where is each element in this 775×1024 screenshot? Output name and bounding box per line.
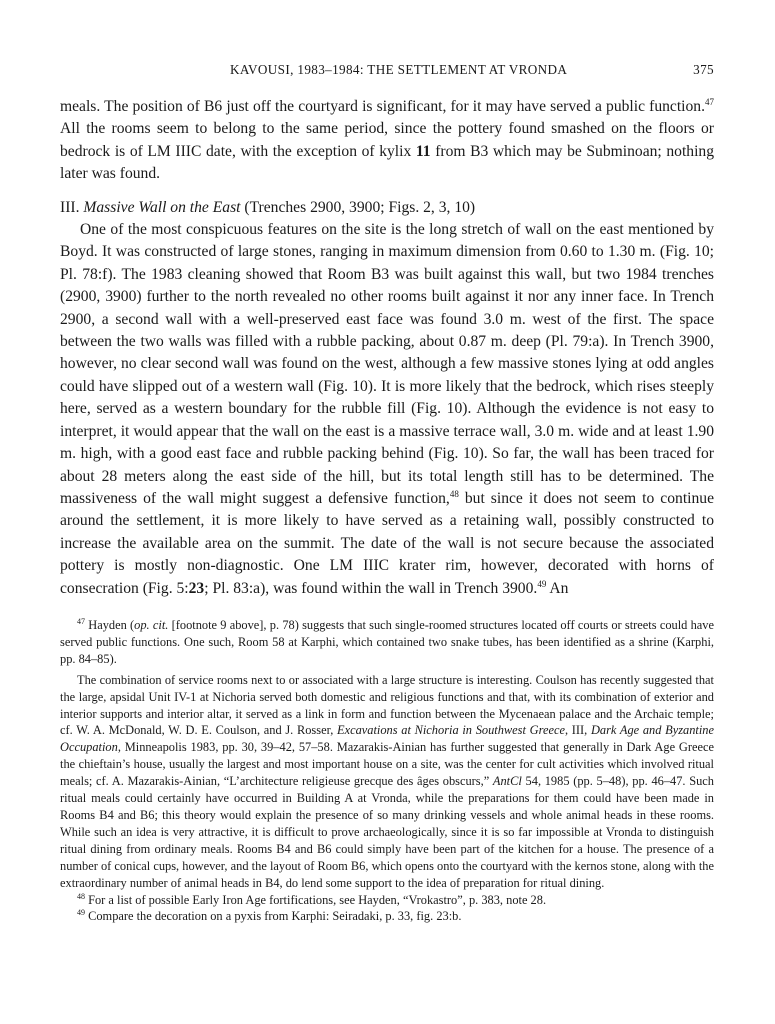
section-refs: (Trenches 2900, 3900; Figs. 2, 3, 10) bbox=[240, 198, 476, 216]
text-run: meals. The position of B6 just off the courtyard is significant, for it may have served a public function. bbox=[60, 98, 705, 115]
main-text bbox=[60, 96, 714, 600]
text-run: Compare the decoration on a pyxis from Karphi: Seiradaki, p. 33, fig. 23:b. bbox=[85, 909, 462, 924]
italic-run: AntCl bbox=[492, 774, 522, 789]
footnote-49 bbox=[60, 908, 714, 925]
running-title: KAVOUSI, 1983–1984: THE SETTLEMENT AT VRONDA bbox=[230, 62, 568, 77]
text-run: For a list of possible Early Iron Age fortifications, see Hayden, “Vrokastro”, p. 383, note 28. bbox=[85, 892, 547, 907]
italic-run: Excavations at Nichoria in Southwest Greece bbox=[337, 723, 565, 738]
text-run: from B3 which may be Subminoan; nothing later was found. bbox=[60, 142, 715, 183]
text-run: , Minneapolis 1983, pp. 30, 39–42, 57–58. Mazarakis-Ainian has further suggested that generally in Dark Age Greece the chieftain’s house, usually the largest and most important house on a site, was the center for cult activities which involved ritual meals; cf. A. Mazarakis-Ainian, “L’architecture religieuse grecque des âges obscurs,” bbox=[60, 740, 714, 789]
text-run: [footnote 9 above], p. 78) suggests that such single-roomed structures located off courts or streets could have served public functions. One such, Room 58 at Karphi, which contained two snake tubes, has been identified as a shrine (Karphi, pp. 84–85). bbox=[60, 618, 714, 666]
text-run: 54, 1985 (pp. 5–48), pp. 46–47. Such ritual meals could certainly have occurred in Building A at Vronda, while the preparations for them could have been made in Rooms B4 and B6; this theory would explain the presence of so many drinking vessels and whole animal heads in these rooms. While such an idea is very attractive, it is difficult to prove archaeologically, since it is so far impossible at Vronda to distinguish ritual dining from ordinary meals. Rooms B4 and B6 could simply have been part of the kitchen for a house. The presence of a number of conical cups, however, and the layout of Room B6, which opens onto the courtyard with the kernos stone, along with the extraordinary number of animal heads in B4, do lend some support to the idea of preparation for ritual dining. bbox=[60, 774, 715, 890]
footnote-47-continuation bbox=[60, 672, 714, 892]
paragraph-continued bbox=[60, 96, 714, 186]
footnotes bbox=[60, 617, 714, 925]
section-heading bbox=[60, 197, 714, 219]
footnote-48 bbox=[60, 892, 714, 909]
footnote-ref-47[interactable]: 47 bbox=[705, 97, 714, 107]
footnote-ref-48[interactable]: 48 bbox=[449, 488, 459, 499]
running-head bbox=[60, 62, 714, 82]
text-run: Hayden ( bbox=[85, 618, 135, 632]
footnote-47 bbox=[60, 617, 714, 668]
paragraph bbox=[60, 219, 714, 600]
text-run: An bbox=[546, 579, 569, 597]
italic-run: op. cit. bbox=[134, 618, 169, 632]
footnote-number: 47 bbox=[77, 617, 85, 626]
section-title: Massive Wall on the East bbox=[83, 198, 241, 216]
text-run: , III, bbox=[564, 723, 591, 738]
footnote-number: 49 bbox=[77, 908, 85, 918]
text-run: One of the most conspicuous features on the site is the long stretch of wall on the east mentioned by Boyd. It was constructed of large stones, ranging in maximum dimension from 0.60 to 1.30 m. (Fig. 10; Pl. 78:f). The 1983 cleaning showed that Room B3 was built against this wall, but two 1984 trenches (2900, 3900) further to the north revealed no other rooms built against it nor any inner face. In Trench 2900, a second wall with a well-preserved east face was found 3.0 m. west of the first. The space between the two walls was filled with a rubble packing, about 0.87 m. deep (Pl. 79:a). In Trench 3900, however, no clear second wall was found on the west, although a few massive stones lying at odd angles could have slipped out of a western wall (Fig. 10). It is more likely that the bedrock, which rises steeply here, served as a western boundary for the rubble fill (Fig. 10). Although the evidence is not easy to interpret, it would appear that the wall on the east is a massive terrace wall, 3.0 m. wide and at least 1.90 m. high, with a good east face and rubble packing behind (Fig. 10). So far, the wall has been traced for about 28 meters along the east side of the hill, but its total length still has to be determined. The massiveness of the wall might suggest a defensive function, bbox=[60, 221, 714, 507]
text-run: but since it does not seem to continue around the settlement, it is more likely to have served as a retaining wall, possibly constructed to increase the available area on the summit. The date of the wall is not secure because the associated pottery is mostly non-diagnostic. One LM IIIC krater rim, however, decorated with horns of consecration (Fig. 5: bbox=[60, 489, 714, 597]
section-numeral: III. bbox=[60, 198, 84, 216]
catalogue-number: 11 bbox=[415, 142, 431, 160]
text-run: All the rooms seem to belong to the same period, since the pottery found smashed on the floors or bedrock is of LM IIIC date, with the exception of kylix bbox=[60, 120, 714, 160]
text-run: ; Pl. 83:a), was found within the wall in Trench 3900. bbox=[204, 579, 538, 597]
page-number: 375 bbox=[693, 62, 714, 77]
figure-number: 23 bbox=[188, 579, 205, 597]
italic-run: Dark Age and Byzantine Occupation bbox=[60, 723, 714, 755]
text-run: The combination of service rooms next to or associated with a large structure is interesting. Coulson has recently suggested that the large, apsidal Unit IV-1 at Nichoria served both domestic and religious functions and that, with its combination of exterior and interior supports and interior altar, it served as a link in form and function between the Mycenaean palace and the Archaic temple; cf. W. A. McDonald, W. D. E. Coulson, and J. Rosser, bbox=[60, 672, 714, 738]
footnote-ref-49[interactable]: 49 bbox=[537, 578, 547, 589]
footnote-number: 48 bbox=[77, 891, 85, 901]
